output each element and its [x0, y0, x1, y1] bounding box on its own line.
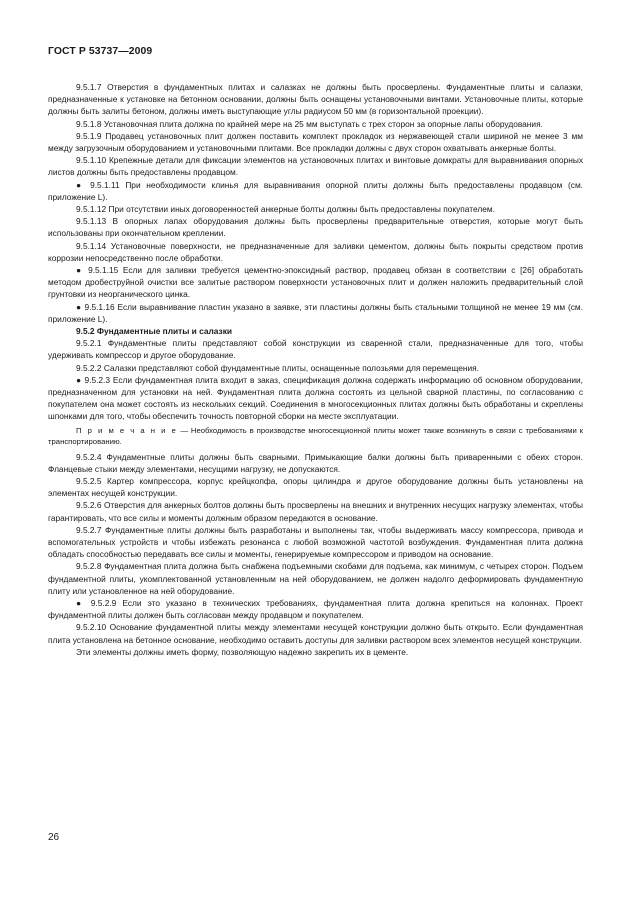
note-label: П р и м е ч а н и е [76, 425, 178, 435]
paragraph-9-5-1-16: ● 9.5.1.16 Если выравнивание пластин указано в заявке, эти пластины должны быть стальными толщиной не менее 19 мм (см. приложение L). [48, 301, 583, 324]
paragraph-9-5-2-4: 9.5.2.4 Фундаментные плиты должны быть сварными. Примыкающие балки должны быть приваренными с обеих сторон. Фланцевые стыки между элементами, несущими нагрузку, не допускаются. [48, 451, 583, 474]
paragraph-9-5-2-8: 9.5.2.8 Фундаментная плита должна быть снабжена подъемными скобами для подъема, как минимум, с четырех сторон. Подъем фундаментной плиты, укомплектованной установленным на ней оборудованием, не должен надолго деформировать фундаментную плиту или установленное на ней оборудование. [48, 561, 583, 596]
paragraph-9-5-1-12: 9.5.1.12 При отсутствии иных договоренностей анкерные болты должны быть предоставлены покупателем. [76, 204, 495, 215]
paragraph-9-5-2-3: ● 9.5.2.3 Если фундаментная плита входит в заказ, спецификация должна содержать информацию об основном оборудовании, предназначенном для установки на ней. Фундаментная плита должна состоять из цельной сварной пластины, по согласованию с покупателем она может состоять из нескольких секций. Соединения в многосекционных плитах должны быть обработаны и скреплены шпонками для того, чтобы обеспечить точность повторной сборки на месте эксплуатации. [48, 374, 583, 422]
paragraph-9-5-1-14: 9.5.1.14 Установочные поверхности, не предназначенные для заливки цементом, должны быть покрыты средством против коррозии непосредственно после обработки. [48, 240, 583, 263]
paragraph-9-5-1-13: 9.5.1.13 В опорных лапах оборудования должны быть просверлены предварительные отверстия, которые могут быть использованы при окончательном креплении. [48, 216, 583, 239]
paragraph-9-5-1-9: 9.5.1.9 Продавец установочных плит должен поставить комплект прокладок из нержавеющей стали шириной не менее 3 мм между загрузочным оборудованием и установочными плитами. Все прокладки должны с двух сторон охватывать анкерные болты. [48, 130, 583, 154]
page-number: 26 [48, 832, 60, 843]
document-header: ГОСТ Р 53737—2009 [48, 46, 153, 57]
paragraph-9-5-1-15: ● 9.5.1.15 Если для заливки требуется цементно-эпоксидный раствор, продавец обязан в соответствии с [26] обработать методом дробеструйной очистки все залитые раствором поверхности установочных плит и должен наложить предварительный слой грунтовки из неорганического цинка. [48, 265, 583, 300]
note [48, 425, 583, 448]
paragraph-9-5-1-10: 9.5.1.10 Крепежные детали для фиксации элементов на установочных плитах и винтовые домкраты для выравнивания опорных листов должны быть предоставлены продавцом. [48, 155, 583, 178]
paragraph-continuation: Эти элементы должны иметь форму, позволяющую надежно закрепить их в цементе. [76, 646, 409, 657]
paragraph-9-5-2-2: 9.5.2.2 Салазки представляют собой фундаментные плиты, оснащенные полозьями для перемещения. [76, 362, 480, 373]
paragraph-9-5-2-10: 9.5.2.10 Основание фундаментной плиты между элементами несущей конструкции должно быть открыто. Если фундаментная плита установлена на бетонное основание, необходимо оставить доступы для заливки раствором всех элементов несущей конструкции. [48, 622, 583, 645]
paragraph-9-5-2-6: 9.5.2.6 Отверстия для анкерных болтов должны быть просверлены на внешних и внутренних несущих нагрузку элементах, чтобы гарантировать, что все силы и моменты должным образом передаются в основание. [48, 500, 583, 523]
document-body [48, 81, 583, 658]
paragraph-9-5-2-9: ● 9.5.2.9 Если это указано в технических требованиях, фундаментная плита должна крепиться на колоннах. Проект фундаментной плиты должен быть согласован между продавцом и покупателем. [48, 597, 583, 621]
paragraph-9-5-1-8: 9.5.1.8 Установочная плита должна по крайней мере на 25 мм выступать с трех сторон за опорные лапы оборудования. [76, 118, 543, 129]
paragraph-9-5-2-7: 9.5.2.7 Фундаментные плиты должны быть разработаны и выполнены так, чтобы выдерживать массу компрессора, привода и вспомогательных устройств и чтобы избежать резонанса с любой возможной частотой возбуждения. Фундаментная плита должна обладать способностью передавать все силы и моменты, генерируемые компрессором и приводом на основание. [48, 524, 583, 560]
note-text: — Необходимость в производстве многосекционной плиты может также возникнуть в связи с требованиями к транспортированию. [48, 425, 584, 447]
paragraph-9-5-2-5: 9.5.2.5 Картер компрессора, корпус крейцкопфа, опоры цилиндра и другое оборудование должны быть установлены на элементах несущей конструкции. [48, 475, 583, 499]
paragraph-9-5-2-1: 9.5.2.1 Фундаментные плиты представляют собой конструкции из сваренной стали, предназначенные для того, чтобы удерживать компрессор и другое оборудование. [48, 338, 583, 361]
section-heading: 9.5.2 Фундаментные плиты и салазки [76, 326, 233, 337]
paragraph-9-5-1-11: ● 9.5.1.11 При необходимости клинья для выравнивания опорной плиты должны быть предоставлены продавцом (см. приложение L). [48, 179, 583, 202]
paragraph-9-5-1-7: 9.5.1.7 Отверстия в фундаментных плитах и салазках не должны быть просверлены. Фундаментные плиты и салазки, предназначенные к установке на бетонном основании, должны быть оснащены установочными винтами. Установочные плиты, которые должны быть залиты бетоном, должны иметь выступающие углы радиусом 50 мм (в горизонтальной проекции). [48, 82, 583, 117]
